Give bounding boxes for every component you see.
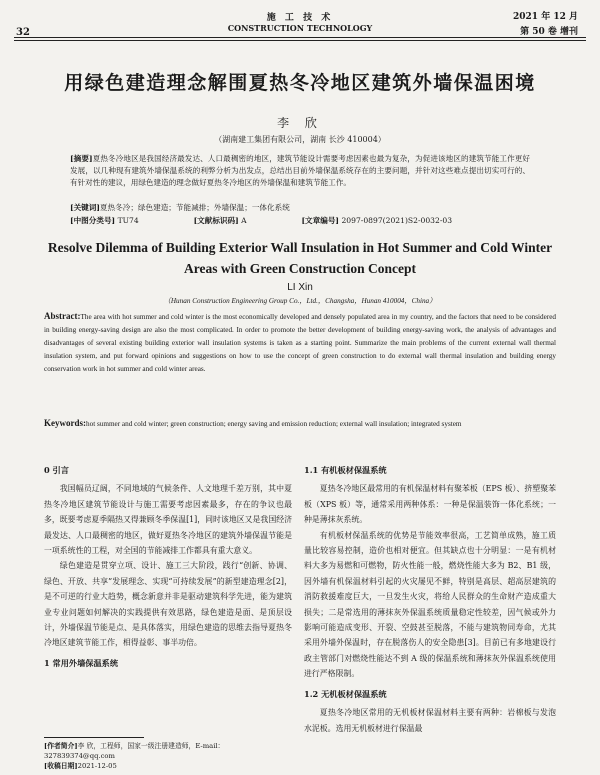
author-cn: 李 欣: [277, 116, 323, 130]
author-bio-label: [作者简介]: [44, 742, 78, 750]
affiliation-cn: （湖南建工集团有限公司，湖南 长沙 410004）: [214, 135, 386, 144]
clc-label: [中图分类号]: [70, 216, 116, 225]
left-column: [44, 458, 292, 674]
header-rule-thin: [14, 40, 586, 41]
footnote: [44, 741, 292, 771]
abstract-en-text: The area with hot summer and cold winter is the most economically developed and densely populated area in my country, and the factors that need to be considered in building energy-saving design are also the most complicated. In order to promote the better development of building energy-saving work, the analysis of advantages and disadvantages of several existing building exterior wall insulation systems is taken as a starting point. Summarize the main problems of the current external wall thermal insulation system, and put forward opinions and suggestions on how to use the concept of green construction to do external wall thermal insulation and building energy conservation work in hot summer and cold winter areas.: [44, 313, 556, 374]
affiliation-en: （Hunan Construction Engineering Group Co.，Ltd.，Changsha，Hunan 410004，China）: [163, 297, 437, 305]
header-rule: [14, 37, 586, 38]
keywords-en-text: hot summer and cold winter; green construction; energy saving and emission reduction; external wall insulation; integrated system: [86, 420, 462, 428]
article-number-value: 2097-0897(2021)S2-0032-03: [341, 216, 453, 225]
received-date-label: [收稿日期]: [44, 762, 78, 770]
intro-paragraph-1: 我国幅员辽阔，不同地域的气候条件、人文地理千差万别，其中夏热冬冷地区建筑节能设计与施工需要考虑因素最多，存在的争议也最多，既要考虑夏季隔热又得兼顾冬季保温[1]，同时该地区又是我国经济最发达、人口最稠密的地区，做好夏热冬冷地区的建筑外墙保温节能是一项系统性的工程，对全国的节能减排工作都具有重大意义。: [44, 484, 292, 556]
right-column: [304, 458, 556, 736]
section-0-heading: 0 引言: [44, 465, 69, 475]
abstract-cn-label: [摘要]: [70, 154, 93, 163]
classification-row: [70, 215, 530, 227]
journal-title-cn: 施 工 技 术: [266, 13, 334, 23]
title-cn: 用绿色建造理念解围夏热冬冷地区建筑外墙保温困境: [64, 72, 536, 94]
keywords-en: [44, 417, 556, 431]
section-1-1-heading: 1.1 有机板材保温系统: [304, 465, 387, 475]
footnote-rule: [44, 737, 144, 738]
keywords-cn-label: [关键词]: [70, 203, 100, 212]
section-1-heading: 1 常用外墙保温系统: [44, 657, 119, 668]
section-1-1-paragraph-1: 夏热冬冷地区最常用的有机保温材料有聚苯板（EPS 板）、挤塑聚苯板（XPS 板）等，通常采用两种体系：一种是保温装饰一体化系统；一种是薄抹灰系统。: [304, 484, 556, 525]
abstract-en-label: Abstract:: [44, 311, 81, 321]
keywords-cn-text: 夏热冬冷；绿色建造；节能减排；外墙保温；一体化系统: [99, 203, 290, 212]
issue-date: 2021 年 12 月: [513, 12, 578, 22]
abstract-cn-text: 夏热冬冷地区是我国经济最发达、人口最稠密的地区，建筑节能设计需要考虑因素也最为复杂，为促进该地区的建筑节能工作更好发展，以几种现有建筑外墙保温系统的利弊分析为出发点，总结出目前外墙保温系统存在的主要问题，并针对这些难点提出切实可行的、有针对性的建议，用绿色建造的理念做好夏热冬冷地区的外墙保温和建筑节能工作。: [70, 154, 531, 188]
author-en: LI Xin: [287, 282, 313, 293]
author-bio: [44, 741, 292, 761]
page-number: 32: [16, 27, 30, 38]
section-1-2-heading: 1.2 无机板材保温系统: [304, 688, 387, 699]
article-number-label: [文章编号]: [301, 216, 340, 225]
abstract-en: [44, 310, 556, 376]
section-1-2-paragraph-1: 夏热冬冷地区常用的无机板材保温材料主要有两种：岩棉板与发泡水泥板。选用无机板材进行保温最: [304, 708, 556, 733]
keywords-en-label: Keywords:: [44, 418, 86, 428]
received-date-text: 2021-12-05: [77, 762, 117, 770]
title-en: Resolve Dilemma of Building Exterior Wall Insulation in Hot Summer and Cold Winter Areas with Green Construction Concept: [47, 240, 553, 276]
intro-paragraph-2: 绿色建造是贯穿立项、设计、施工三大阶段，践行“创新、协调、绿色、开放、共享”发展理念、实现“可持续发展”的新型建造理念[2]，是不可逆的行业大趋势，概念新意并非是驱动建筑科学先进，能为建筑业专业问题如何解决的实践提供有效思路，绿色建造是面、是顶层设计，外墙保温节能是点、是具体落实，用绿色建造的思维去指导夏热冬冷地区建筑节能工作，相得益彰、事半功倍。: [44, 561, 292, 648]
received-date: [44, 761, 292, 771]
doc-code-value: A: [241, 216, 247, 225]
author-bio-text: 李 欣，工程师，国家一级注册建造师，E-mail：327839374@qq.com: [44, 742, 225, 760]
keywords-cn: [70, 202, 530, 214]
journal-title-en: CONSTRUCTION TECHNOLOGY: [227, 23, 373, 33]
doc-code-label: [文献标识码]: [193, 216, 239, 225]
clc-value: TU74: [117, 216, 139, 225]
abstract-cn: [70, 153, 530, 190]
section-1-1-paragraph-2: 有机板材保温系统的优势是节能效率很高，工艺简单成熟，施工质量比较容易控制，造价也相对便宜。但其缺点也十分明显：一是有机材料大多为易燃和可燃物，防火性能一般，燃烧性能大多为 B2、B1 级，因外墙有机保温材料引起的火灾屡见不鲜，特别是高层、超高层建筑的消防救援难度巨大，一旦发生火灾，将给人民群众的生命财产造成重大损失；二是常选用的薄抹灰外保温系统质量稳定性较差，因气候或外力影响可能造成变形、开裂、空鼓甚至脱落，不能与建筑物同寿命，尤其采用外墙外保温时，存在脱落伤人的安全隐患[3]。目前已有多地建设行政主管部门对燃烧性能达不到 A 级的保温系统和薄抹灰外保温系统使用进行严格限制。: [304, 530, 556, 679]
issue-volume: 第 50 卷 增刊: [520, 27, 578, 37]
